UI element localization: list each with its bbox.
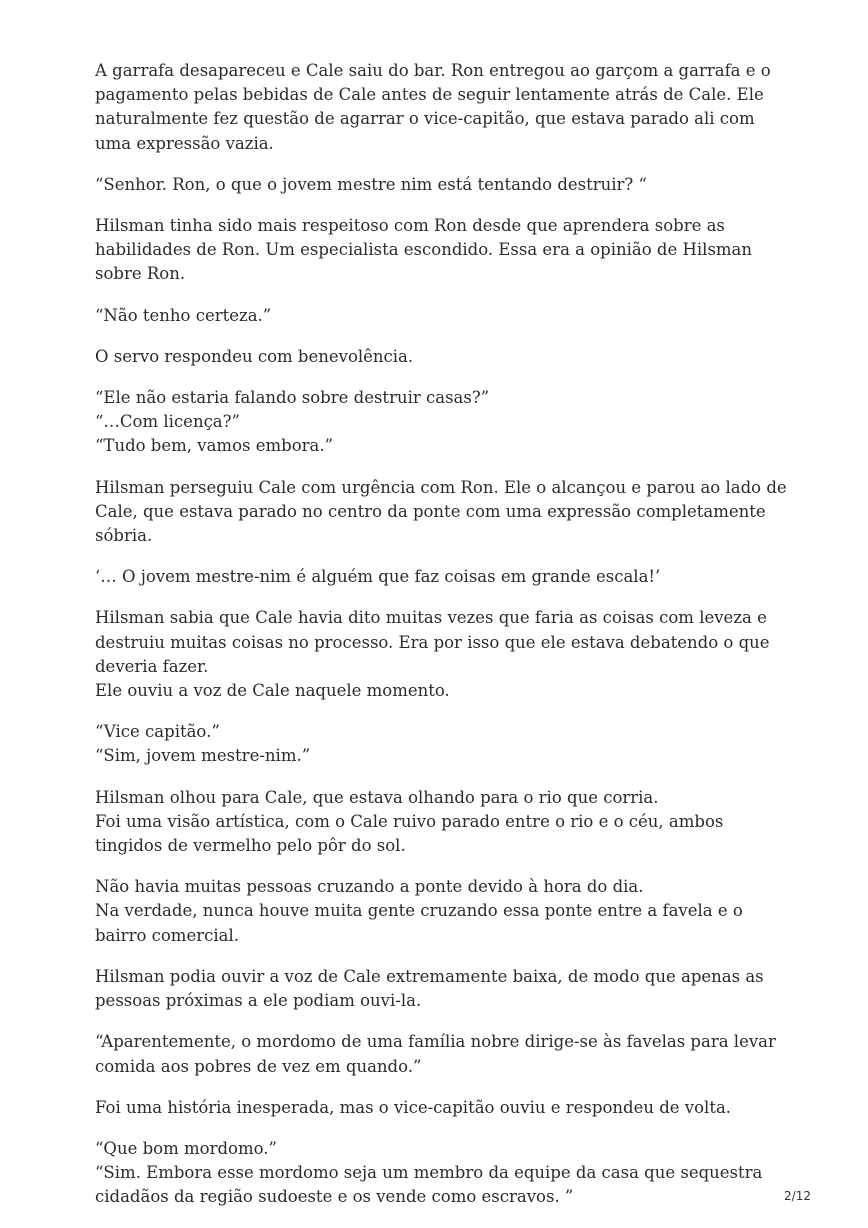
- paragraph: Não havia muitas pessoas cruzando a ponte devido à hora do dia. Na verdade, nunca houve muita gente cruzando essa ponte entre a favela e o bairro comercial.: [95, 877, 743, 945]
- page-number: 2/12: [784, 1189, 811, 1203]
- paragraph: “Aparentemente, o mordomo de uma família nobre dirige-se às favelas para levar comida aos pobres de vez em quando.”: [95, 1032, 776, 1076]
- paragraph: O servo respondeu com benevolência.: [95, 346, 414, 366]
- paragraph: Hilsman olhou para Cale, que estava olhando para o rio que corria. Foi uma visão artística, com o Cale ruivo parado entre o rio e o céu, ambos tingidos de vermelho pelo pôr do sol.: [95, 787, 724, 856]
- paragraph: ‘… O jovem mestre-nim é alguém que faz coisas em grande escala!’: [95, 567, 661, 587]
- paragraph: Foi uma história inesperada, mas o vice-capitão ouviu e respondeu de volta.: [95, 1097, 732, 1117]
- paragraph: Hilsman perseguiu Cale com urgência com Ron. Ele o alcançou e parou ao lado de Cale, que estava parado no centro da ponte com uma expressão completamente sóbria.: [95, 477, 787, 546]
- paragraph: Hilsman podia ouvir a voz de Cale extremamente baixa, de modo que apenas as pessoas próximas a ele podiam ouvi-la.: [95, 966, 764, 1011]
- paragraph: “Que bom mordomo.” “Sim. Embora esse mordomo seja um membro da equipe da casa que sequestra cidadãos da região sudoeste e os vende como escravos. ”: [95, 1138, 763, 1207]
- paragraph: “Vice capitão.” “Sim, jovem mestre-nim.”: [95, 722, 311, 766]
- document-body: [95, 59, 795, 1227]
- paragraph: “Senhor. Ron, o que o jovem mestre nim está tentando destruir? “: [95, 174, 647, 194]
- paragraph: “Ele não estaria falando sobre destruir casas?” “…Com licença?” “Tudo bem, vamos embora.”: [95, 388, 490, 456]
- paragraph: Hilsman tinha sido mais respeitoso com Ron desde que aprendera sobre as habilidades de Ron. Um especialista escondido. Essa era a opinião de Hilsman sobre Ron.: [95, 216, 753, 284]
- paragraph: “Não tenho certeza.”: [95, 305, 272, 325]
- paragraph: Hilsman sabia que Cale havia dito muitas vezes que faria as coisas com leveza e destruiu muitas coisas no processo. Era por isso que ele estava debatendo o que deveria fazer. Ele ouviu a voz de Cale naquele momento.: [95, 608, 770, 701]
- paragraph: A garrafa desapareceu e Cale saiu do bar. Ron entregou ao garçom a garrafa e o pagamento pelas bebidas de Cale antes de seguir lentamente atrás de Cale. Ele naturalmente fez questão de agarrar o vice-capitão, que estava parado ali com uma expressão vazia.: [95, 61, 771, 153]
